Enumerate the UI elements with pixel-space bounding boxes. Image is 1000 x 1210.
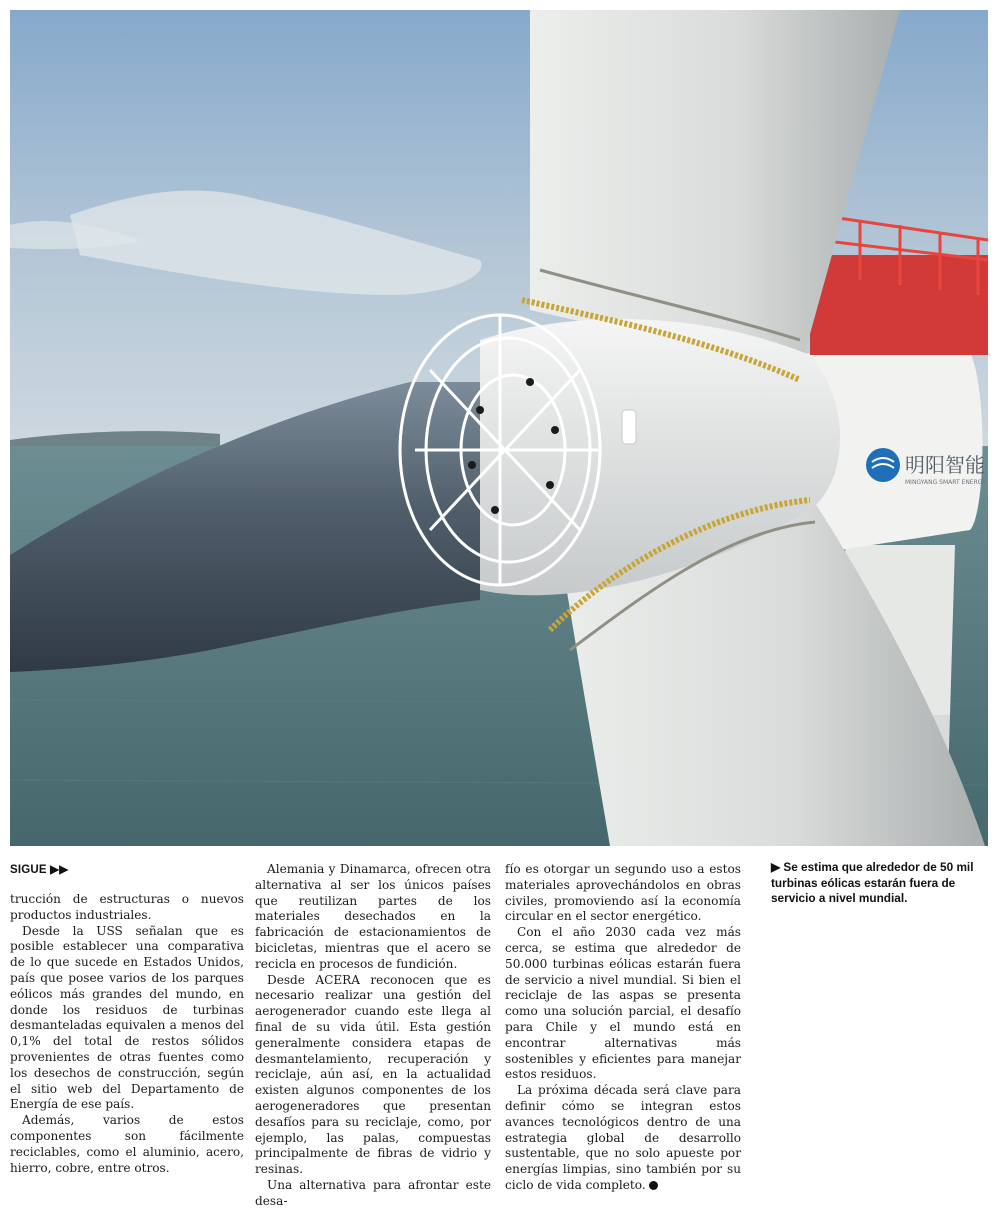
- paragraph: Además, varios de estos componentes son fácilmente reciclables, como el aluminio, acero, hierro, cobre, entre otros.: [10, 1113, 244, 1175]
- paragraph-text: La próxima década será clave para definir cómo se integran estos avances tecnológicos dentro de una estrategia global de desarrollo sustentable, que no solo apueste por energías limpias, sino también por su ciclo de vida completo.: [505, 1083, 741, 1192]
- paragraph: Con el año 2030 cada vez más cerca, se estima que alrededor de 50.000 turbinas eólicas estarán fuera de servicio a nivel mundial. Si bien el reciclaje de las aspas se presenta como una solución parcial, el desafío para Chile y el mundo está en encontrar alternativas más sostenibles y eficientes para manejar estos residuos.: [505, 925, 741, 1082]
- paragraph: Una alternativa para afrontar este desa-: [255, 1177, 491, 1208]
- paragraph: trucción de estructuras o nuevos productos industriales.: [10, 892, 244, 922]
- paragraph: Alemania y Dinamarca, ofrecen otra alternativa al ser los únicos países que reutilizan partes de los materiales desechados en la fabricación de estacionamientos de bicicletas, mientras que el acero se recicla en procesos de fundición.: [255, 862, 491, 971]
- paragraph: Desde ACERA reconocen que es necesario realizar una gestión del aerogenerador cuando este llega al final de su vida útil. Esta gestión generalmente considera etapas de desmantelamiento, recuperación y reciclaje, aún así, en la actualidad existen algunos componentes de los aerogeneradores que presentan desafíos para su reciclaje, como, por ejemplo, las palas, compuestas principalmente de fibras de vidrio y resinas.: [255, 972, 491, 1177]
- sigue-label: SIGUE ▶▶: [10, 864, 69, 876]
- wind-turbine-photo: [10, 10, 988, 846]
- article-column-1: [10, 892, 244, 1176]
- paragraph: [505, 1083, 741, 1194]
- nacelle-brand: 明阳智能: [905, 453, 985, 477]
- article-column-3: [505, 862, 741, 1194]
- paragraph: fío es otorgar un segundo uso a estos materiales aprovechándolos en obras civiles, promoviendo así la economía circular en el sector energético.: [505, 862, 741, 924]
- end-mark-icon: [649, 1181, 658, 1190]
- paragraph: Desde la USS señalan que es posible establecer una comparativa de lo que sucede en Estados Unidos, país que posee varios de los parques eólicos más grandes del mundo, en donde los residuos de turbinas desmanteladas equivalen a menos del 0,1% del total de restos sólidos provenientes de otras fuentes como los desechos de construcción, según el sitio web del Departamento de Energía de ese país.: [10, 923, 244, 1112]
- photo-caption: ▶ Se estima que alrededor de 50 mil turbinas eólicas estarán fuera de servicio a nivel mundial.: [771, 860, 974, 906]
- article-column-2: [255, 862, 491, 1210]
- nacelle-brand-sub: MINGYANG SMART ENERGY: [905, 479, 986, 486]
